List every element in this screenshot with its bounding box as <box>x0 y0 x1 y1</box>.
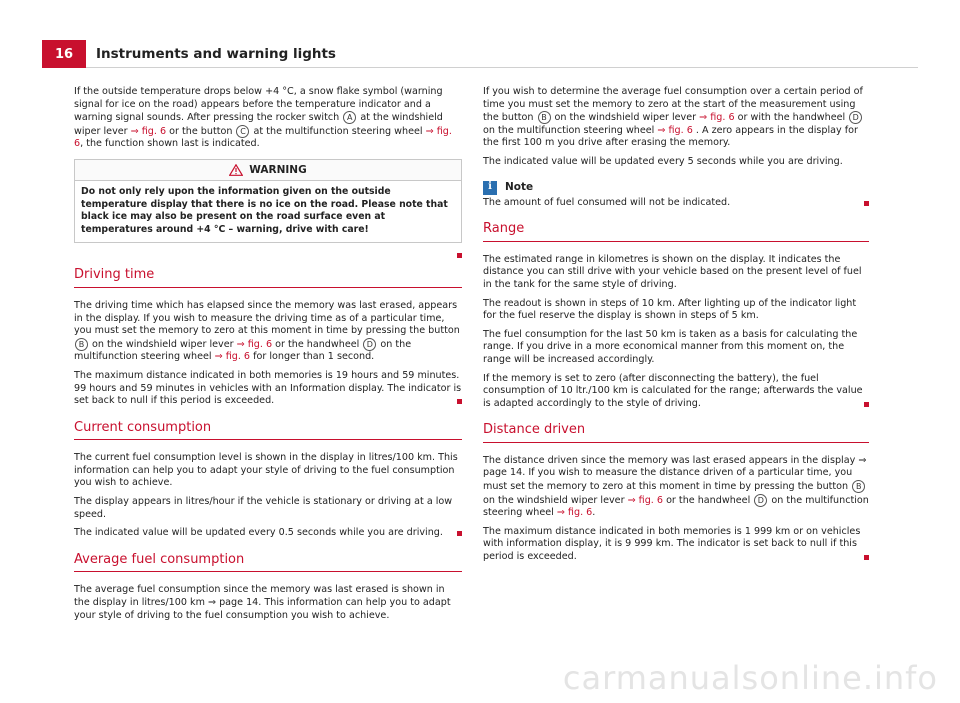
warning-header <box>75 160 461 181</box>
driving-time-paragraph-1 <box>74 300 462 364</box>
text-run: on the multifunction steering wheel <box>483 494 869 519</box>
text-run: The average fuel consumption since the memory was last erased is shown in the display in litres/100 km ⇒ page 14. This information can help you to adapt your style of driving to the fuel consumption you wish to achieve. <box>74 584 451 621</box>
note-text: The amount of fuel consumed will not be indicated. <box>483 196 731 208</box>
current-paragraph-2: The display appears in litres/hour if the vehicle is stationary or driving at a low speed. <box>74 496 453 520</box>
average-cont-paragraph-1 <box>483 86 869 150</box>
text-run: or the button <box>166 125 236 137</box>
average-paragraph-1 <box>74 584 462 622</box>
end-mark-icon <box>864 402 869 407</box>
figure-link[interactable]: ⇒ fig. 6 <box>214 351 251 363</box>
text-run: at the windshield wiper lever <box>74 112 443 137</box>
text-run: on the multifunction steering wheel <box>74 338 412 363</box>
range-paragraph-1: The estimated range in kilometres is shown on the display. It indicates the distance you can still drive with your vehicle based on the present level of fuel in the tank for the same style of driving. <box>483 253 862 290</box>
range-paragraph-4 <box>483 373 869 411</box>
driving-time-paragraph-2 <box>74 370 462 408</box>
control-letter-d: D <box>363 338 376 351</box>
text-run: If the outside temperature drops below +4 °C, a snow flake symbol (warning signal for ice on the road) appears before the temperature indicator and a warning signal sounds. After pressing the rocker switch <box>74 86 443 124</box>
text-run: The distance driven since the memory was last erased appears in the display ⇒ page 14. If you wish to measure the distance driven of a particular time, you must set the memory to zero at this moment in time by pressing the button <box>483 454 867 493</box>
current-text: The indicated value will be updated every 0.5 seconds while you are driving. <box>74 527 443 539</box>
control-letter-a: A <box>343 111 356 124</box>
current-paragraph-3 <box>74 527 462 540</box>
current-paragraph-1: The current fuel consumption level is shown in the display in litres/100 km. This information can help you to adapt your style of driving to the fuel consumption you wish to achieve. <box>74 452 458 489</box>
section-average-consumption: Average fuel consumption <box>74 554 462 573</box>
text-run: , the function shown last is indicated. <box>80 138 260 150</box>
text-run: The driving time which has elapsed since the memory was last erased, appears in the display. If you wish to measure the driving time as of a particular time, you must set the memory to zero at this moment in time by pressing the button <box>74 299 460 337</box>
end-mark-icon <box>457 531 462 536</box>
range-paragraph-2: The readout is shown in steps of 10 km. After lighting up of the indicator light for the fuel reserve the display is shown in steps of 5 km. <box>483 297 857 322</box>
figure-link[interactable]: ⇒ fig. 6 <box>699 112 735 124</box>
section-distance-driven: Distance driven <box>483 424 869 443</box>
end-mark-icon <box>457 399 462 404</box>
text-run: for longer than 1 second. <box>250 351 375 363</box>
text-run: on the multifunction steering wheel <box>483 124 658 136</box>
control-letter-d: D <box>754 494 767 507</box>
range-paragraph-3: The fuel consumption for the last 50 km is taken as a basis for calculating the range. If you drive in a more economical manner from this moment on, the range will be increased accordingly. <box>483 328 858 365</box>
info-icon: i <box>483 181 497 195</box>
page-title: Instruments and warning lights <box>86 40 918 68</box>
figure-link[interactable]: ⇒ fig. 6 <box>236 338 273 350</box>
left-column <box>74 86 462 628</box>
end-mark-icon <box>864 555 869 560</box>
warning-title: WARNING <box>249 163 307 176</box>
text-run: at the multifunction steering wheel <box>250 125 426 137</box>
page-number: 16 <box>42 40 86 68</box>
text-run: or the handwheel <box>663 494 754 506</box>
section-range: Range <box>483 223 869 242</box>
figure-link[interactable]: ⇒ fig. 6 <box>130 125 167 137</box>
note-paragraph <box>483 197 869 210</box>
section-driving-time: Driving time <box>74 269 462 288</box>
text-run: or the handwheel <box>272 338 363 350</box>
text-run: on the windshield wiper lever <box>551 112 700 124</box>
distance-paragraph-2 <box>483 526 869 564</box>
distance-paragraph-1 <box>483 455 869 520</box>
text-run: . A zero appears in the display for the first 100 m you drive after erasing the memory. <box>483 124 858 149</box>
intro-paragraph <box>74 86 462 151</box>
range-text: If the memory is set to zero (after disconnecting the battery), the fuel consumption of 10 ltr./100 km is calculated for the range; afterwards the value is adapted accordingly to the style of driving. <box>483 372 863 409</box>
figure-link[interactable]: ⇒ fig. 6 <box>657 124 693 136</box>
warning-box <box>74 159 462 243</box>
control-letter-c: C <box>236 125 249 138</box>
section-current-consumption: Current consumption <box>74 422 462 441</box>
note-header <box>483 181 869 195</box>
control-letter-b: B <box>75 338 88 351</box>
average-cont-paragraph-2: The indicated value will be updated every 5 seconds while you are driving. <box>483 155 843 167</box>
control-letter-d: D <box>849 111 862 124</box>
driving-time-text: The maximum distance indicated in both memories is 19 hours and 59 minutes. 99 hours and 59 minutes in vehicles with an Information display. The indicator is set back to null if this period is exceeded. <box>74 369 462 407</box>
text-run: on the windshield wiper lever <box>89 338 237 350</box>
control-letter-b: B <box>852 480 865 493</box>
end-mark-icon <box>457 253 462 258</box>
text-run: on the windshield wiper lever <box>483 494 628 506</box>
figure-link[interactable]: ⇒ fig. 6 <box>74 125 452 150</box>
figure-link[interactable]: ⇒ fig. 6 <box>556 507 593 519</box>
text-run: . <box>592 507 596 519</box>
watermark: carmanualsonline.info <box>562 659 938 697</box>
note-title: Note <box>505 181 534 194</box>
distance-text: The maximum distance indicated in both memories is 1 999 km or on vehicles with information display, it is 9 999 km. The indicator is set back to null if this period is exceeded. <box>483 525 861 563</box>
control-letter-b: B <box>538 111 551 124</box>
text-run: If you wish to determine the average fuel consumption over a certain period of time you must set the memory to zero at the start of the measurement using the button <box>483 86 863 124</box>
right-column <box>483 86 869 570</box>
text-run: or with the handwheel <box>734 112 849 124</box>
warning-triangle-icon <box>229 164 243 176</box>
warning-text: Do not only rely upon the information given on the outside temperature display that there is no ice on the road. Please note that black ice may also be present on the road surface even at temperatures around +4 °C – warning, drive with care! <box>81 185 448 235</box>
end-mark-icon <box>864 201 869 206</box>
figure-link[interactable]: ⇒ fig. 6 <box>627 494 664 506</box>
